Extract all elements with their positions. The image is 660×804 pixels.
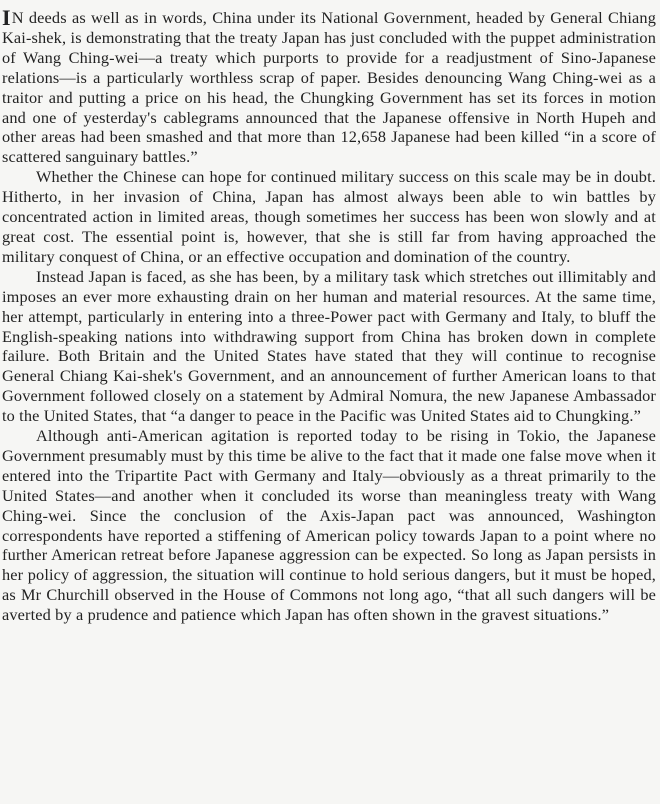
article-paragraph-2: Whether the Chinese can hope for continued military success on this scale may be in doubt. Hitherto, in her invasion of China, Japan has almost always been able to win battles by concentrated action in limited areas, though sometimes her success has been won slowly and at great cost. The essential point is, however, that she is still far from having approached the military conquest of China, or an effective occupation and domination of the country. xyxy=(2,167,656,266)
article-paragraph-3: Instead Japan is faced, as she has been, by a military task which stretches out illimitably and imposes an ever more exhausting drain on her human and material resources. At the same time, her attempt, particularly in entering into a three-Power pact with Germany and Italy, to bluff the English-speaking nations into withdrawing support from China has broken down in complete failure. Both Britain and the United States have stated that they will continue to recognise General Chiang Kai-shek's Government, and an announcement of further American loans to that Government followed closely on a statement by Admiral Nomura, the new Japanese Ambassador to the United States, that “a danger to peace in the Pacific was United States aid to Chungking.” xyxy=(2,266,656,426)
article-paragraph-1 xyxy=(2,5,656,167)
paragraph-text: N deeds as well as in words, China under its National Government, headed by General Chiang Kai-shek, is demonstrating that the treaty Japan has just concluded with the puppet administration of Wang Ching-wei—a treaty which purports to provide for a readjustment of Sino-Japanese relations—is a particularly worthless scrap of paper. Besides denouncing Wang Ching-wei as a traitor and putting a price on his head, the Chungking Government has set its forces in motion and one of yesterday's cablegrams announced that the Japanese offensive in North Hupeh and other areas had been smashed and that more than 12,658 Japanese had been killed “in a score of scattered sanguinary battles.” xyxy=(2,8,656,167)
article-paragraph-4: Although anti-American agitation is reported today to be rising in Tokio, the Japanese Government presumably must by this time be alive to the fact that it made one false move when it entered into the Tripartite Pact with Germany and Italy—obviously as a threat primarily to the United States—and another when it concluded its worse than meaningless treaty with Wang Ching-wei. Since the conclusion of the Axis-Japan pact was announced, Washington correspondents have reported a stiffening of American policy towards Japan to a point where no further American retreat before Japanese aggression can be expected. So long as Japan persists in her policy of aggression, the situation will continue to hold serious dangers, but it must be hoped, as Mr Churchill observed in the House of Commons not long ago, “that all such dangers will be averted by a prudence and patience which Japan has often shown in the gravest situations.” xyxy=(2,426,656,625)
drop-cap-initial: I xyxy=(2,5,11,30)
article-column xyxy=(0,5,660,625)
